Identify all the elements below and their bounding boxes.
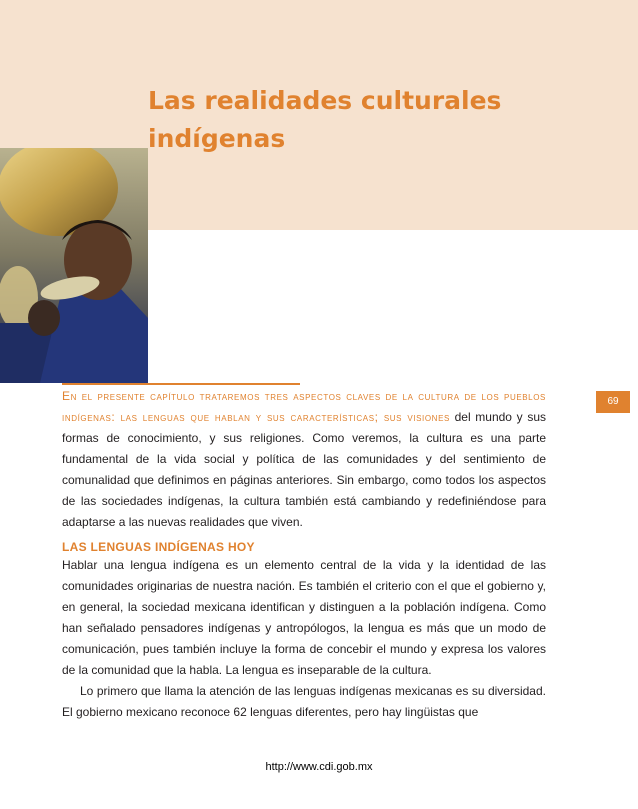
page-number-badge: 69 — [596, 391, 630, 413]
section-paragraph: Lo primero que llama la atención de las lenguas indígenas mexicanas es su diversidad. El gobierno mexicano reconoce 62 lenguas diferentes, pero hay lingüistas que — [62, 684, 546, 719]
footer-url: http://www.cdi.gob.mx — [265, 761, 373, 773]
section-body — [62, 555, 546, 723]
page-title: Las realidades culturales indígenas — [148, 86, 502, 153]
intro-paragraph — [62, 386, 546, 533]
intro-lead: En el presente capítulo trataremos tres aspectos claves de la cultura de los pueblos indígenas: las lenguas que hablan y sus características; sus visiones — [62, 389, 546, 424]
section-paragraph: Hablar una lengua indígena es un elemento central de la vida y la identidad de las comunidades originarias de nuestra nación. Es también el criterio con el que el gobierno y, en general, la sociedad mexicana identifican y distinguen a la población indígena. Como han señalado pensadores indígenas y antropólogos, la lengua es más que un modo de comunicación, pues también incluye la forma de concebir el mundo y expresa los valores de la comunidad que la habla. La lengua es inseparable de la cultura. — [62, 558, 546, 677]
section-rule — [62, 383, 300, 385]
section-heading: LAS LENGUAS INDÍGENAS HOY — [62, 540, 255, 554]
intro-text: del mundo y sus formas de conocimiento, y sus religiones. Como veremos, la cultura es una parte fundamental de la vida social y política de las comunidades y del sentimiento de comunalidad que definimos en páginas anteriores. Sin embargo, como todos los aspectos de las sociedades indígenas, la cultura también está cambiando y redefiniéndose para adaptarse a las nuevas realidades que viven. — [62, 410, 546, 529]
chapter-photo — [0, 148, 148, 383]
